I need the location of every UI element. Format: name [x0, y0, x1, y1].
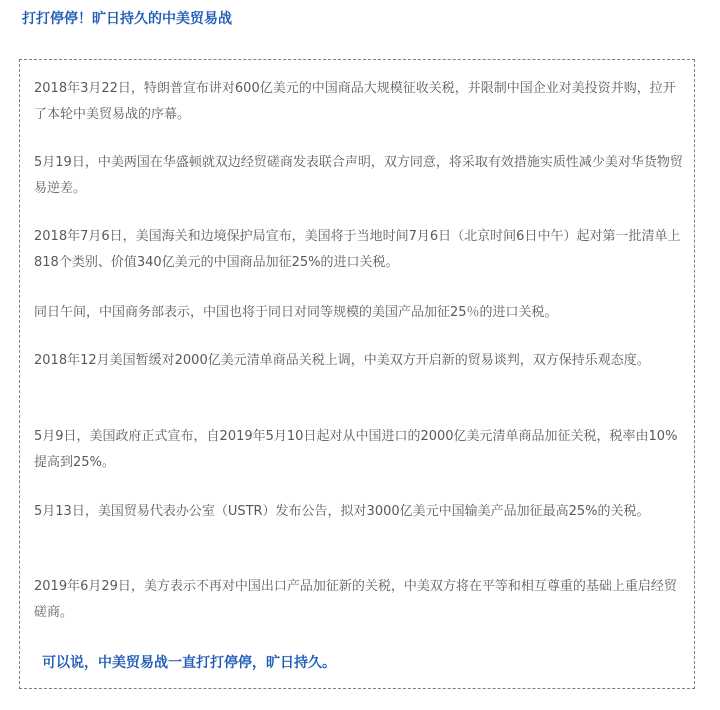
article-title: 打打停停！旷日持久的中美贸易战 [22, 11, 232, 27]
paragraph-6: 5月9日，美国政府正式宣布，自2019年5月10日起对从中国进口的2000亿美元清单商品加征关税，税率由10%提高到25%。 [34, 429, 678, 470]
closing-statement: 可以说，中美贸易战一直打打停停，旷日持久。 [42, 655, 336, 671]
paragraph-4: 同日午间，中国商务部表示，中国也将于同日对同等规模的美国产品加征25％的进口关税。 [34, 305, 558, 320]
paragraph-3: 2018年7月6日，美国海关和边境保护局宣布，美国将于当地时间7月6日（北京时间6日中午）起对第一批清单上818个类别、价值340亿美元的中国商品加征25%的进口关税。 [34, 229, 681, 270]
paragraph-8: 2019年6月29日，美方表示不再对中国出口产品加征新的关税，中美双方将在平等和相互尊重的基础上重启经贸磋商。 [34, 579, 677, 620]
article-content-box [19, 59, 695, 689]
paragraph-5: 2018年12月美国暂缓对2000亿美元清单商品关税上调，中美双方开启新的贸易谈判，双方保持乐观态度。 [34, 353, 650, 368]
paragraph-2: 5月19日，中美两国在华盛顿就双边经贸磋商发表联合声明，双方同意，将采取有效措施实质性减少美对华货物贸易逆差。 [34, 155, 683, 196]
paragraph-1: 2018年3月22日，特朗普宣布讲对600亿美元的中国商品大规模征收关税，并限制中国企业对美投资并购，拉开了本轮中美贸易战的序幕。 [34, 81, 676, 122]
paragraph-7: 5月13日，美国贸易代表办公室（USTR）发布公告，拟对3000亿美元中国输美产品加征最高25%的关税。 [34, 504, 650, 519]
